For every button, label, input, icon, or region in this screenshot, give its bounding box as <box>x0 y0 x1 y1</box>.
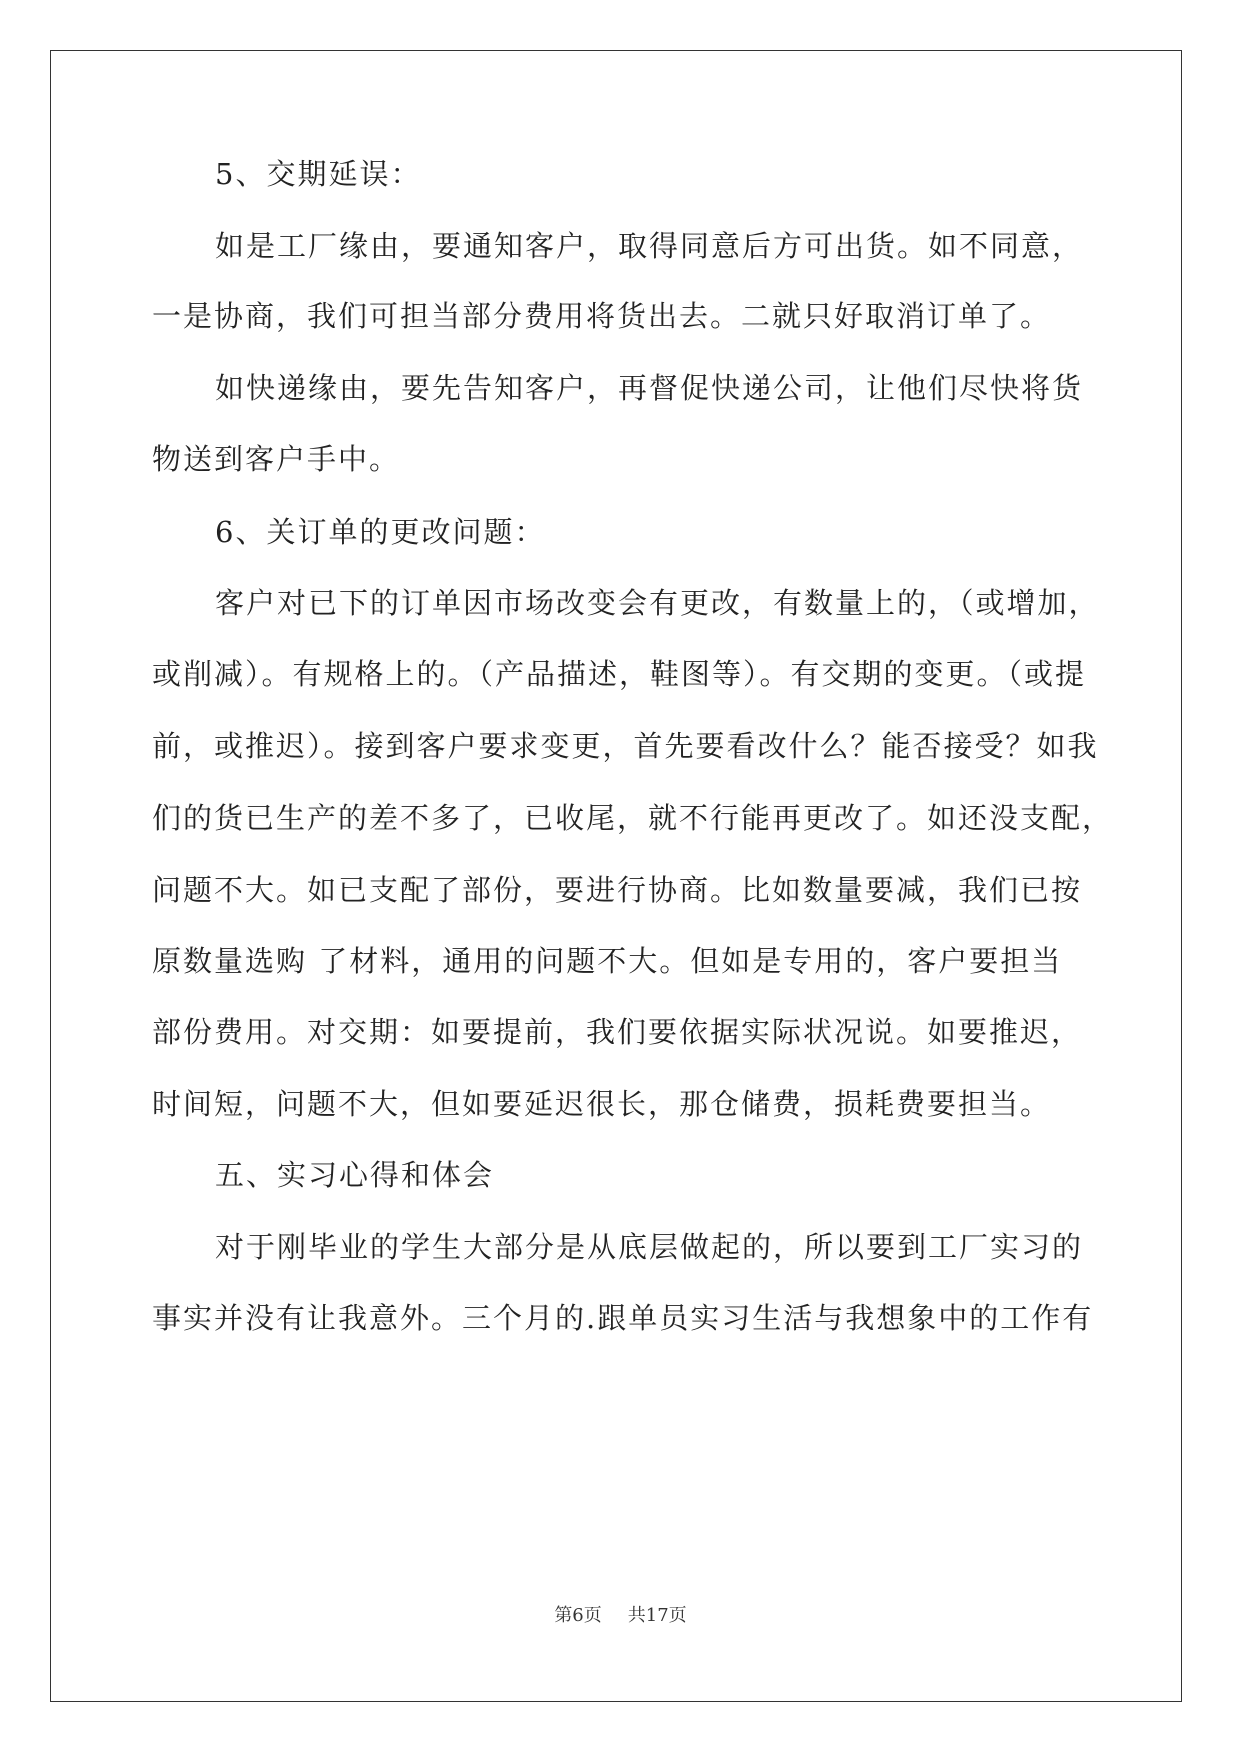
paragraph-line: 前，或推迟）。接到客户要求变更，首先要看改什么？能否接受？如我 <box>152 729 1099 763</box>
paragraph-line: 一是协商，我们可担当部分费用将货出去。二就只好取消订单了。 <box>152 299 1052 333</box>
paragraph-line: 对于刚毕业的学生大部分是从底层做起的，所以要到工厂实习的 <box>215 1230 1084 1264</box>
paragraph-line: 们的货已生产的差不多了，已收尾，就不行能再更改了。如还没支配， <box>152 801 1114 835</box>
paragraph-line: 如快递缘由，要先告知客户，再督促快递公司，让他们尽快将货 <box>215 371 1084 405</box>
paragraph-line: 或削减）。有规格上的。（产品描述，鞋图等）。有交期的变更。（或提 <box>152 657 1087 691</box>
section-heading-delay: 5、交期延误： <box>215 157 422 191</box>
paragraph-line: 部份费用。对交期：如要提前，我们要依据实际状况说。如要推迟， <box>152 1015 1083 1049</box>
paragraph-line: 原数量选购 了材料，通用的问题不大。但如是专用的，客户要担当 <box>152 944 1063 978</box>
paragraph-line: 问题不大。如已支配了部份，要进行协商。比如数量要减，我们已按 <box>152 873 1083 907</box>
paragraph-line: 客户对已下的订单因市场改变会有更改，有数量上的，（或增加， <box>215 586 1100 620</box>
section-heading-order-change: 6、关订单的更改问题： <box>215 515 546 549</box>
paragraph-line: 时间短，问题不大，但如要延迟很长，那仓储费，损耗费要担当。 <box>152 1087 1052 1121</box>
paragraph-line: 物送到客户手中。 <box>152 442 401 476</box>
paragraph-line: 如是工厂缘由，要通知客户，取得同意后方可出货。如不同意， <box>215 229 1084 263</box>
total-pages: 共17页 <box>627 1605 687 1626</box>
current-page-number: 第6页 <box>554 1605 602 1626</box>
section-heading-internship: 五、实习心得和体会 <box>215 1158 495 1192</box>
page-footer <box>0 1605 1241 1627</box>
paragraph-line: 事实并没有让我意外。三个月的.跟单员实习生活与我想象中的工作有 <box>152 1301 1094 1335</box>
